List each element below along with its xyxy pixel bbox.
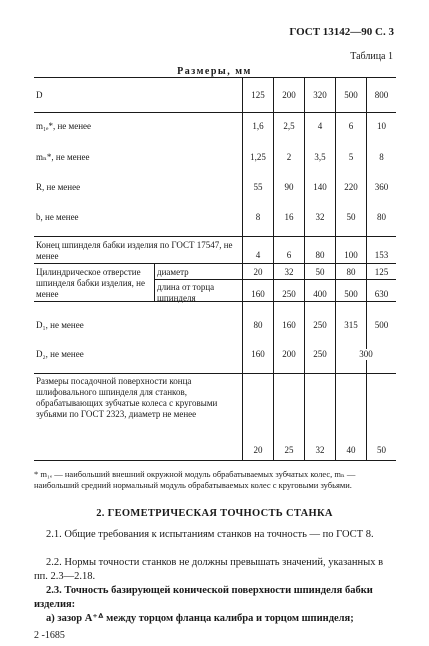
table-cell: 32 [284,267,294,277]
table-cell: 200 [282,349,296,359]
paragraph-2-3: 2.3. Точность базирующей конической поверхности шпинделя бабки изделия: [34,585,373,610]
table-cell: 90 [284,182,294,192]
table-mid-rule [34,373,396,374]
table-cell: 32 [315,212,325,222]
table-cell: 32 [315,445,325,455]
table-cell: 160 [282,320,296,330]
row-label-spindle-end: Конец шпинделя бабки изделия по ГОСТ 17547, не менее [36,240,233,261]
table-cell: 250 [282,289,296,299]
table-bottom-rule [34,460,396,461]
table-cell: 250 [313,320,327,330]
table-cell: 125 [251,90,265,100]
row-label-mn: mₙ*, не менее [36,152,90,162]
table-cell: 3,5 [314,152,326,162]
page-folio: 2 -1685 [34,630,65,641]
table-cell: 80 [377,212,386,222]
table-cell: 50 [346,212,356,222]
row-label-d1: D₁, не менее [36,320,84,330]
row-label-b: b, не менее [36,212,79,222]
page-header: ГОСТ 13142—90 С. 3 [289,26,394,38]
table-cell: 8 [255,212,261,222]
table-cell: 315 [344,320,358,330]
table-top-rule [34,77,396,78]
paragraph-2-2: 2.2. Нормы точности станков не должны превышать значений, указанных в пп. 2.3—2.18. [34,557,384,582]
table-cell: 20 [253,267,263,277]
table-cell: 100 [344,250,358,260]
table-cell: 300 [336,349,396,360]
table-cell: 6 [286,250,292,260]
section-title: 2. ГЕОМЕТРИЧЕСКАЯ ТОЧНОСТЬ СТАНКА [96,508,333,519]
table-cell: 25 [284,445,294,455]
table-cell: 140 [313,182,327,192]
table-cell: 6 [348,121,354,131]
row-label-r: R, не менее [36,182,81,192]
table-sub-rule [154,279,396,280]
table-cell: 20 [253,445,263,455]
table-cell: 2 [286,152,292,162]
table-cell: 800 [374,90,389,100]
row-label-seat: Размеры посадочной поверхности конца шлифовального шпинделя для станков, обрабатывающих зубчатые колеса с круговыми зубьями по ГОСТ 2323, диаметр не менее [36,376,218,419]
paragraph-2-1: 2.1. Общие требования к испытаниям станков на точность — по ГОСТ 8. [46,529,374,540]
table-cell: 153 [374,250,389,260]
table-label: Таблица 1 [350,51,393,62]
table-mid-rule [34,263,396,264]
table-cell: 630 [374,289,389,299]
table-cell: 4 [317,121,323,131]
table-cell: 160 [251,289,265,299]
table-cell: 8 [379,152,384,162]
table-cell: 40 [346,445,356,455]
paragraph-2-3-a: а) зазор A⁺ᐞ между торцом фланца калибра и торцом шпинделя; [46,613,354,624]
table-cell: 16 [284,212,294,222]
table-cell: 200 [282,90,296,100]
table-cell: 50 [377,445,386,455]
table-cell: 220 [344,182,358,192]
table-cell: 80 [346,267,356,277]
table-cell: 125 [374,267,389,277]
table-cell: 320 [313,90,327,100]
table-cell: 5 [348,152,354,162]
table-cell: 1,25 [250,152,266,162]
table-header-rule [34,112,396,113]
row-label-d2: D₂, не менее [36,349,84,359]
table-cell: 500 [344,90,358,100]
table-cell: 160 [251,349,265,359]
row-sublabel-length: длина от торца шпинделя [157,282,215,303]
table-mid-rule [34,236,396,237]
table-cell: 80 [253,320,263,330]
row-label-mte: m₁ₑ*, не менее [36,121,92,131]
table-cell: 500 [374,320,389,330]
table-cell: 55 [253,182,263,192]
table-title: Размеры, мм [177,66,252,77]
row-label-d: D [36,90,43,100]
table-cell: 10 [377,121,386,131]
table-cell: 250 [313,349,327,359]
row-label-cyl-hole: Цилиндрическое отверстие шпинделя бабки изделия, не менее [36,267,145,299]
table-cell: 50 [315,267,325,277]
table-cell: 360 [374,182,389,192]
table-cell: 2,5 [283,121,295,131]
table-cell: 4 [255,250,261,260]
row-sublabel-diameter: диаметр [157,267,189,277]
table-cell: 400 [313,289,327,299]
table-footnote: * m₁ₑ — наибольший внешний окружной модуль обрабатываемых зубчатых колес, mₙ — наибольший средний нормальный модуль обрабатываемых колес с круговыми зубьями. [34,469,356,490]
sub-divider [154,263,155,301]
table-cell: 500 [344,289,358,299]
table-cell: 1,6 [252,121,264,131]
table-cell: 80 [315,250,325,260]
